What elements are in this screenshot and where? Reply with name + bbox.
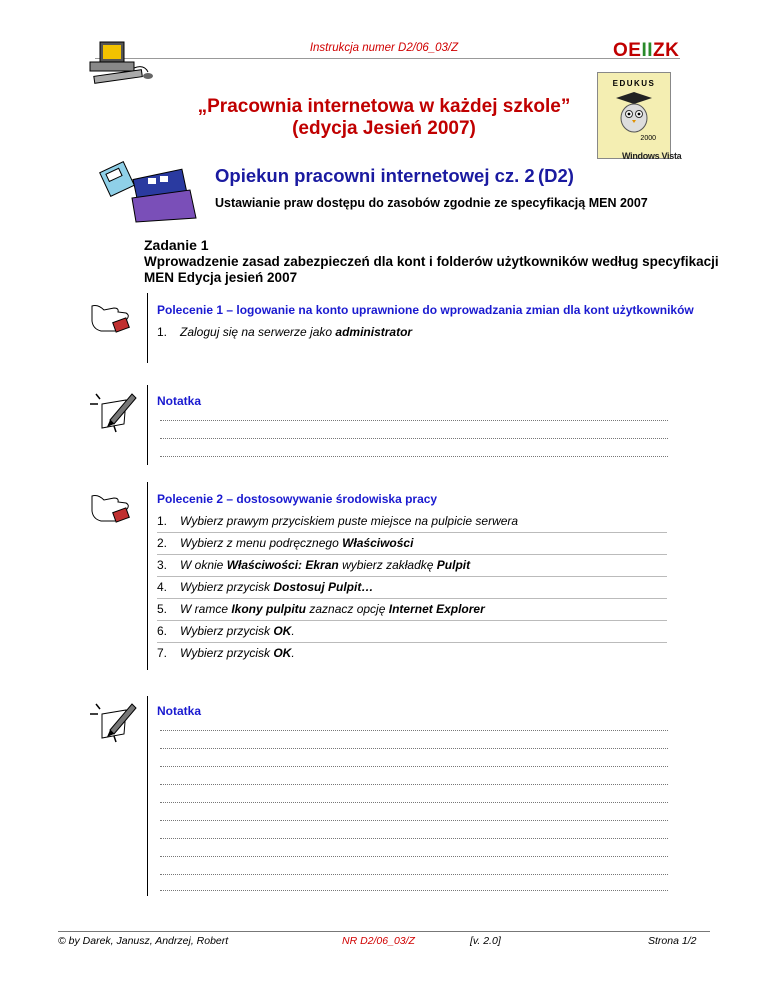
step-bold: OK bbox=[273, 624, 292, 638]
step-bold: Ikony pulpitu bbox=[231, 602, 307, 616]
command2-step bbox=[157, 602, 485, 616]
step-divider bbox=[157, 576, 667, 577]
note-line bbox=[160, 420, 668, 421]
step-text: wybierz zakładkę bbox=[338, 558, 437, 572]
note-line bbox=[160, 438, 668, 439]
step-text: Wybierz prawym przyciskiem puste miejsce na pulpicie serwera bbox=[180, 514, 519, 528]
note-line bbox=[160, 456, 668, 457]
step-divider bbox=[157, 620, 667, 621]
step-divider bbox=[157, 598, 667, 599]
badge-label: EDUKUS bbox=[612, 79, 656, 88]
note-line bbox=[160, 766, 668, 767]
task-label: Zadanie 1 bbox=[144, 237, 209, 253]
header-divider bbox=[95, 58, 680, 59]
note-line bbox=[160, 856, 668, 857]
footer-doc-number: NR D2/06_03/Z bbox=[342, 935, 415, 947]
main-title-line2: (edycja Jesień 2007) bbox=[292, 118, 476, 139]
main-title-line1: „Pracownia internetowa w każdej szkole” bbox=[197, 96, 571, 117]
badge-year: 2000 bbox=[640, 135, 656, 142]
step-text: Zaloguj się na serwerze jako bbox=[180, 325, 336, 339]
command2-bar bbox=[147, 482, 148, 670]
step-number: 5. bbox=[157, 602, 168, 616]
note-line bbox=[160, 784, 668, 785]
step-text: . bbox=[291, 646, 295, 660]
footer-divider bbox=[58, 931, 710, 932]
pen-note-icon bbox=[88, 390, 138, 434]
step-text: Wybierz przycisk bbox=[180, 624, 274, 638]
note-line bbox=[160, 730, 668, 731]
step-text: Wybierz przycisk bbox=[180, 646, 274, 660]
step-text: Wybierz z menu podręcznego bbox=[180, 536, 343, 550]
section-subtitle: Ustawianie praw dostępu do zasobów zgodnie ze specyfikacją MEN 2007 bbox=[215, 196, 648, 210]
command1-bar bbox=[147, 293, 148, 363]
step-divider bbox=[157, 642, 667, 643]
oeiizk-logo: OEIIZK bbox=[613, 40, 680, 61]
pen-note-icon bbox=[88, 700, 138, 744]
step-divider bbox=[157, 554, 667, 555]
note-line bbox=[160, 802, 668, 803]
footer-version: [v. 2.0] bbox=[470, 935, 501, 947]
note-line bbox=[160, 820, 668, 821]
step-bold: Pulpit bbox=[436, 558, 471, 572]
footer-page-number: Strona 1/2 bbox=[648, 935, 697, 947]
step-text: Wybierz przycisk bbox=[180, 580, 274, 594]
step-number: 1. bbox=[157, 514, 168, 528]
step-bold: Dostosuj Pulpit… bbox=[273, 580, 374, 594]
document-code: Instrukcja numer D2/06_03/Z bbox=[309, 42, 459, 54]
note1-bar bbox=[147, 385, 148, 465]
step-number: 4. bbox=[157, 580, 168, 594]
step-number: 3. bbox=[157, 558, 168, 572]
note2-title: Notatka bbox=[157, 704, 202, 718]
pointing-hand-icon bbox=[88, 486, 134, 526]
command2-step bbox=[157, 646, 295, 660]
step-bold: Internet Explorer bbox=[388, 602, 485, 616]
task-description: Wprowadzenie zasad zabezpieczeń dla kont i folderów użytkowników według specyfikacji MEN Edycja jesień 2007 bbox=[144, 254, 719, 285]
section-code: (D2) bbox=[538, 165, 574, 186]
folder-files-icon bbox=[96, 160, 206, 225]
step-text: W ramce bbox=[180, 602, 232, 616]
note-line bbox=[160, 890, 668, 891]
command2-step bbox=[157, 536, 413, 550]
note-line bbox=[160, 748, 668, 749]
note2-bar bbox=[147, 696, 148, 896]
command2-title: Polecenie 2 – dostosowywanie środowiska pracy bbox=[157, 492, 438, 506]
step-number: 2. bbox=[157, 536, 168, 550]
step-divider bbox=[157, 532, 667, 533]
computer-icon bbox=[88, 38, 158, 90]
step-text: zaznacz opcję bbox=[306, 602, 389, 616]
command2-step bbox=[157, 514, 518, 528]
command1-title: Polecenie 1 – logowanie na konto uprawnione do wprowadzania zmian dla kont użytkowników bbox=[157, 303, 694, 317]
step-number: 1. bbox=[157, 325, 168, 339]
note-line bbox=[160, 874, 668, 875]
step-bold: Właściwości bbox=[342, 536, 414, 550]
note1-title: Notatka bbox=[157, 394, 202, 408]
command2-step bbox=[157, 558, 470, 572]
step-number: 6. bbox=[157, 624, 168, 638]
step-text: W oknie bbox=[180, 558, 227, 572]
step-bold: Właściwości: Ekran bbox=[226, 558, 339, 572]
command2-step bbox=[157, 580, 373, 594]
step-bold: OK bbox=[273, 646, 292, 660]
step-text: . bbox=[291, 624, 295, 638]
section-heading: Opiekun pracowni internetowej cz. 2 bbox=[215, 165, 535, 186]
step-number: 7. bbox=[157, 646, 168, 660]
note-line bbox=[160, 838, 668, 839]
windows-vista-logo: Windows Vista bbox=[622, 151, 682, 161]
pointing-hand-icon bbox=[88, 296, 134, 336]
command1-step bbox=[157, 325, 412, 339]
footer-authors: © by Darek, Janusz, Andrzej, Robert bbox=[58, 935, 229, 947]
step-bold: administrator bbox=[335, 325, 413, 339]
command2-step bbox=[157, 624, 295, 638]
